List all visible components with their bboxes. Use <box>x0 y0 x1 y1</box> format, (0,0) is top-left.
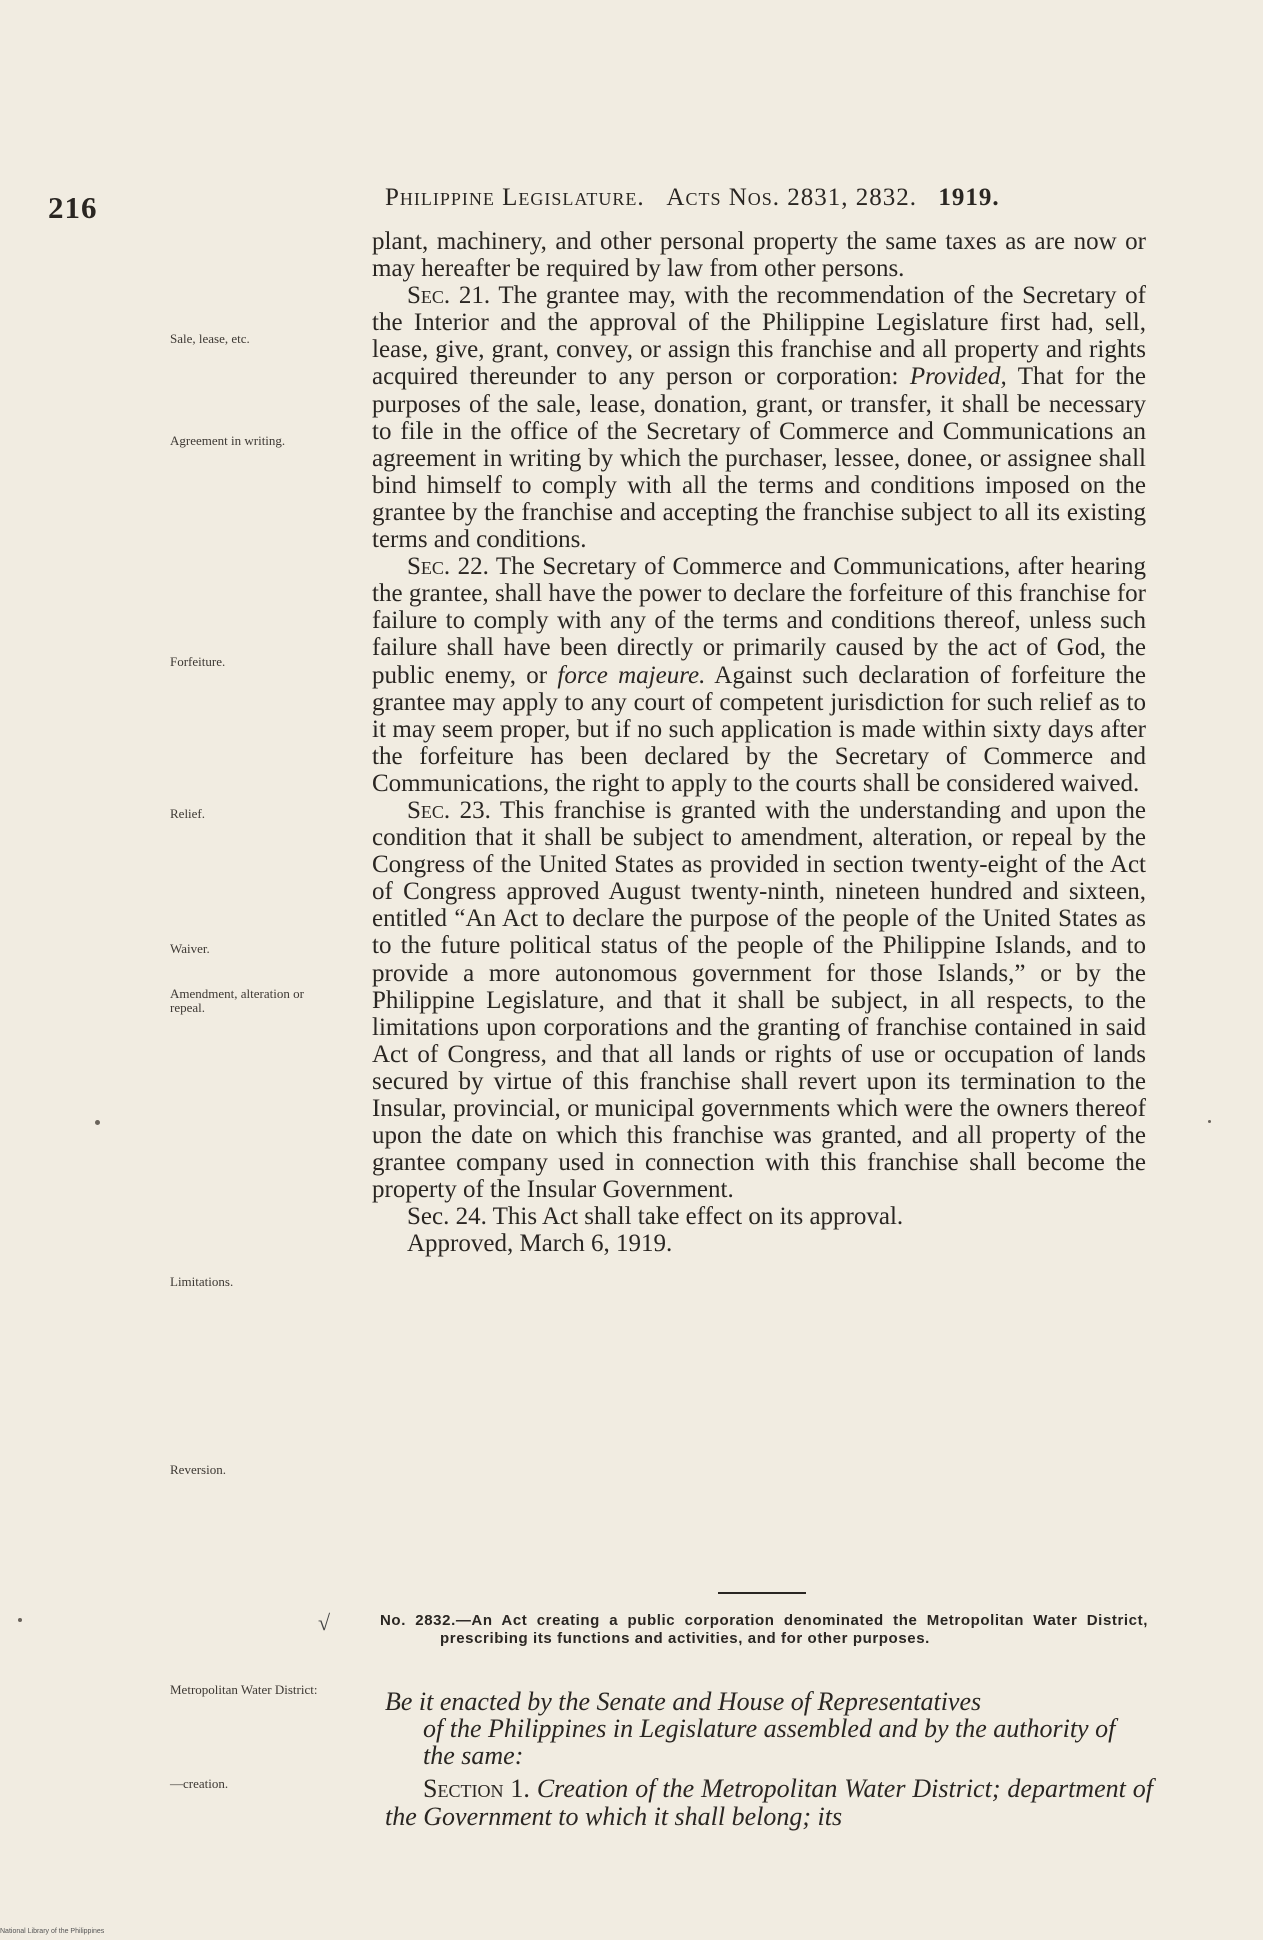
act-2832-heading <box>380 1612 1148 1648</box>
scan-speck <box>1208 1120 1211 1123</box>
section-23-text: This franchise is granted with the understanding and upon the condition that it shall be subject to amendment, alteration, or repeal by the Congress of the United States as provided in section twenty-eight of the Act of Congress approved August twenty-ninth, nineteen hundred and sixteen, entitled “An Act to declare the purpose of the people of the United States as to the future political status of the people of the Philippine Islands, and to provide a more autonomous government for those Islands,” or by the Philippine Legislature, and that it shall be subject, in all respects, to the limitations upon corporations and the granting of franchise contained in said Act of Congress, and that all lands or rights of use or occupation of lands secured by virtue of this franchise shall revert upon its termination to the Insular, provincial, or municipal governments which were the owners thereof upon the date on which this franchise was granted, and all property of the grantee company used in connection with this franchise shall become the property of the Insular Government. <box>372 796 1146 1204</box>
body-text <box>372 228 1146 1258</box>
section-21-text-a: The grantee may, with the recommendation of the Secretary of the Interior and the approval of the Philippine Legislature first had, sell, lease, give, grant, convey, or assign this franchise and all property and rights acquired thereunder to any person or corporation: <box>372 282 1146 391</box>
check-mark-icon: √ <box>318 1610 331 1635</box>
section-22-text-b: Against such declaration of forfeiture the grantee may apply to any court of competent jurisdiction for such relief as to it may seem proper, but if no such application is made within sixty days after the forfeiture has been declared by the Secretary of Commerce and Communications, the right to apply to the courts shall be considered waived. <box>372 661 1147 797</box>
margin-note-sale: Sale, lease, etc. <box>170 331 250 346</box>
margin-note-amendment: Amendment, alteration or repeal. <box>170 986 304 1015</box>
section-24: Sec. 24. This Act shall take effect on its approval. <box>407 1203 904 1231</box>
act-numbers: Acts Nos. 2831, 2832. <box>666 184 918 211</box>
scan-speck <box>18 1618 22 1622</box>
section-22-label: Sec. 22. <box>407 553 489 581</box>
margin-note-metropolitan: Metropolitan Water District: <box>170 1682 318 1697</box>
margin-note-forfeiture: Forfeiture. <box>170 654 226 669</box>
approved-line: Approved, March 6, 1919. <box>407 1230 673 1258</box>
force-majeure: force majeure. <box>557 661 706 689</box>
section-23 <box>372 797 1146 1203</box>
margin-note-reversion: Reversion. <box>170 1462 226 1477</box>
margin-note-creation: —creation. <box>170 1776 229 1791</box>
margin-note-limitations: Limitations. <box>170 1274 234 1289</box>
scan-footer: National Library of the Philippines <box>0 1928 105 1935</box>
margin-note-agreement: Agreement in writing. <box>170 433 286 448</box>
continuation-paragraph: plant, machinery, and other personal property the same taxes as are now or may hereafter be required by law from other persons. <box>372 228 1146 283</box>
section-1-text: Creation of the Metropolitan Water District; department of the Government to which it shall belong; its <box>385 1774 1153 1831</box>
enacting-rest: of the Philippines in Legislature assembled and by the authority of the same: <box>423 1714 1116 1770</box>
provided-word: Provided, <box>909 363 1007 391</box>
section-23-label: Sec. 23. <box>407 796 491 824</box>
enacting-first-line: Be it enacted by the Senate and House of Representatives <box>385 1687 982 1716</box>
section-21-text-b: That for the purposes of the sale, lease, donation, grant, or transfer, it shall be necessary to file in the office of the Secretary of Commerce and Communications an agreement in writing by which the purchaser, lessee, donee, or assignee shall bind himself to comply with all the terms and conditions imposed on the grantee by the franchise and accepting the franchise subject to all its existing terms and conditions. <box>372 363 1146 554</box>
page-number: 216 <box>48 190 98 225</box>
act-2832-section-1 <box>385 1775 1153 1831</box>
section-divider <box>718 1592 806 1594</box>
margin-note-waiver: Waiver. <box>170 941 210 956</box>
act-2832-heading-text: No. 2832.—An Act creating a public corporation denominated the Metropolitan Water District, prescribing its functions and activities, and for other purposes. <box>380 1612 1148 1647</box>
header-year: 1919. <box>938 184 1000 211</box>
section-1-label: Section 1. <box>423 1774 530 1803</box>
running-head <box>385 184 1175 212</box>
section-22-text-a: The Secretary of Commerce and Communications, after hearing the grantee, shall have the power to declare the forfeiture of this franchise for failure to comply with any of the terms and conditions thereof, unless such failure shall have been directly or primarily caused by the act of God, the public enemy, or <box>372 553 1146 689</box>
section-22 <box>372 553 1146 797</box>
section-21-label: Sec. 21. <box>407 282 491 310</box>
section-21 <box>372 282 1146 553</box>
scan-speck <box>95 1120 100 1125</box>
enacting-clause <box>385 1688 1153 1769</box>
margin-note-relief: Relief. <box>170 806 206 821</box>
publication-title: Philippine Legislature. <box>385 184 645 211</box>
